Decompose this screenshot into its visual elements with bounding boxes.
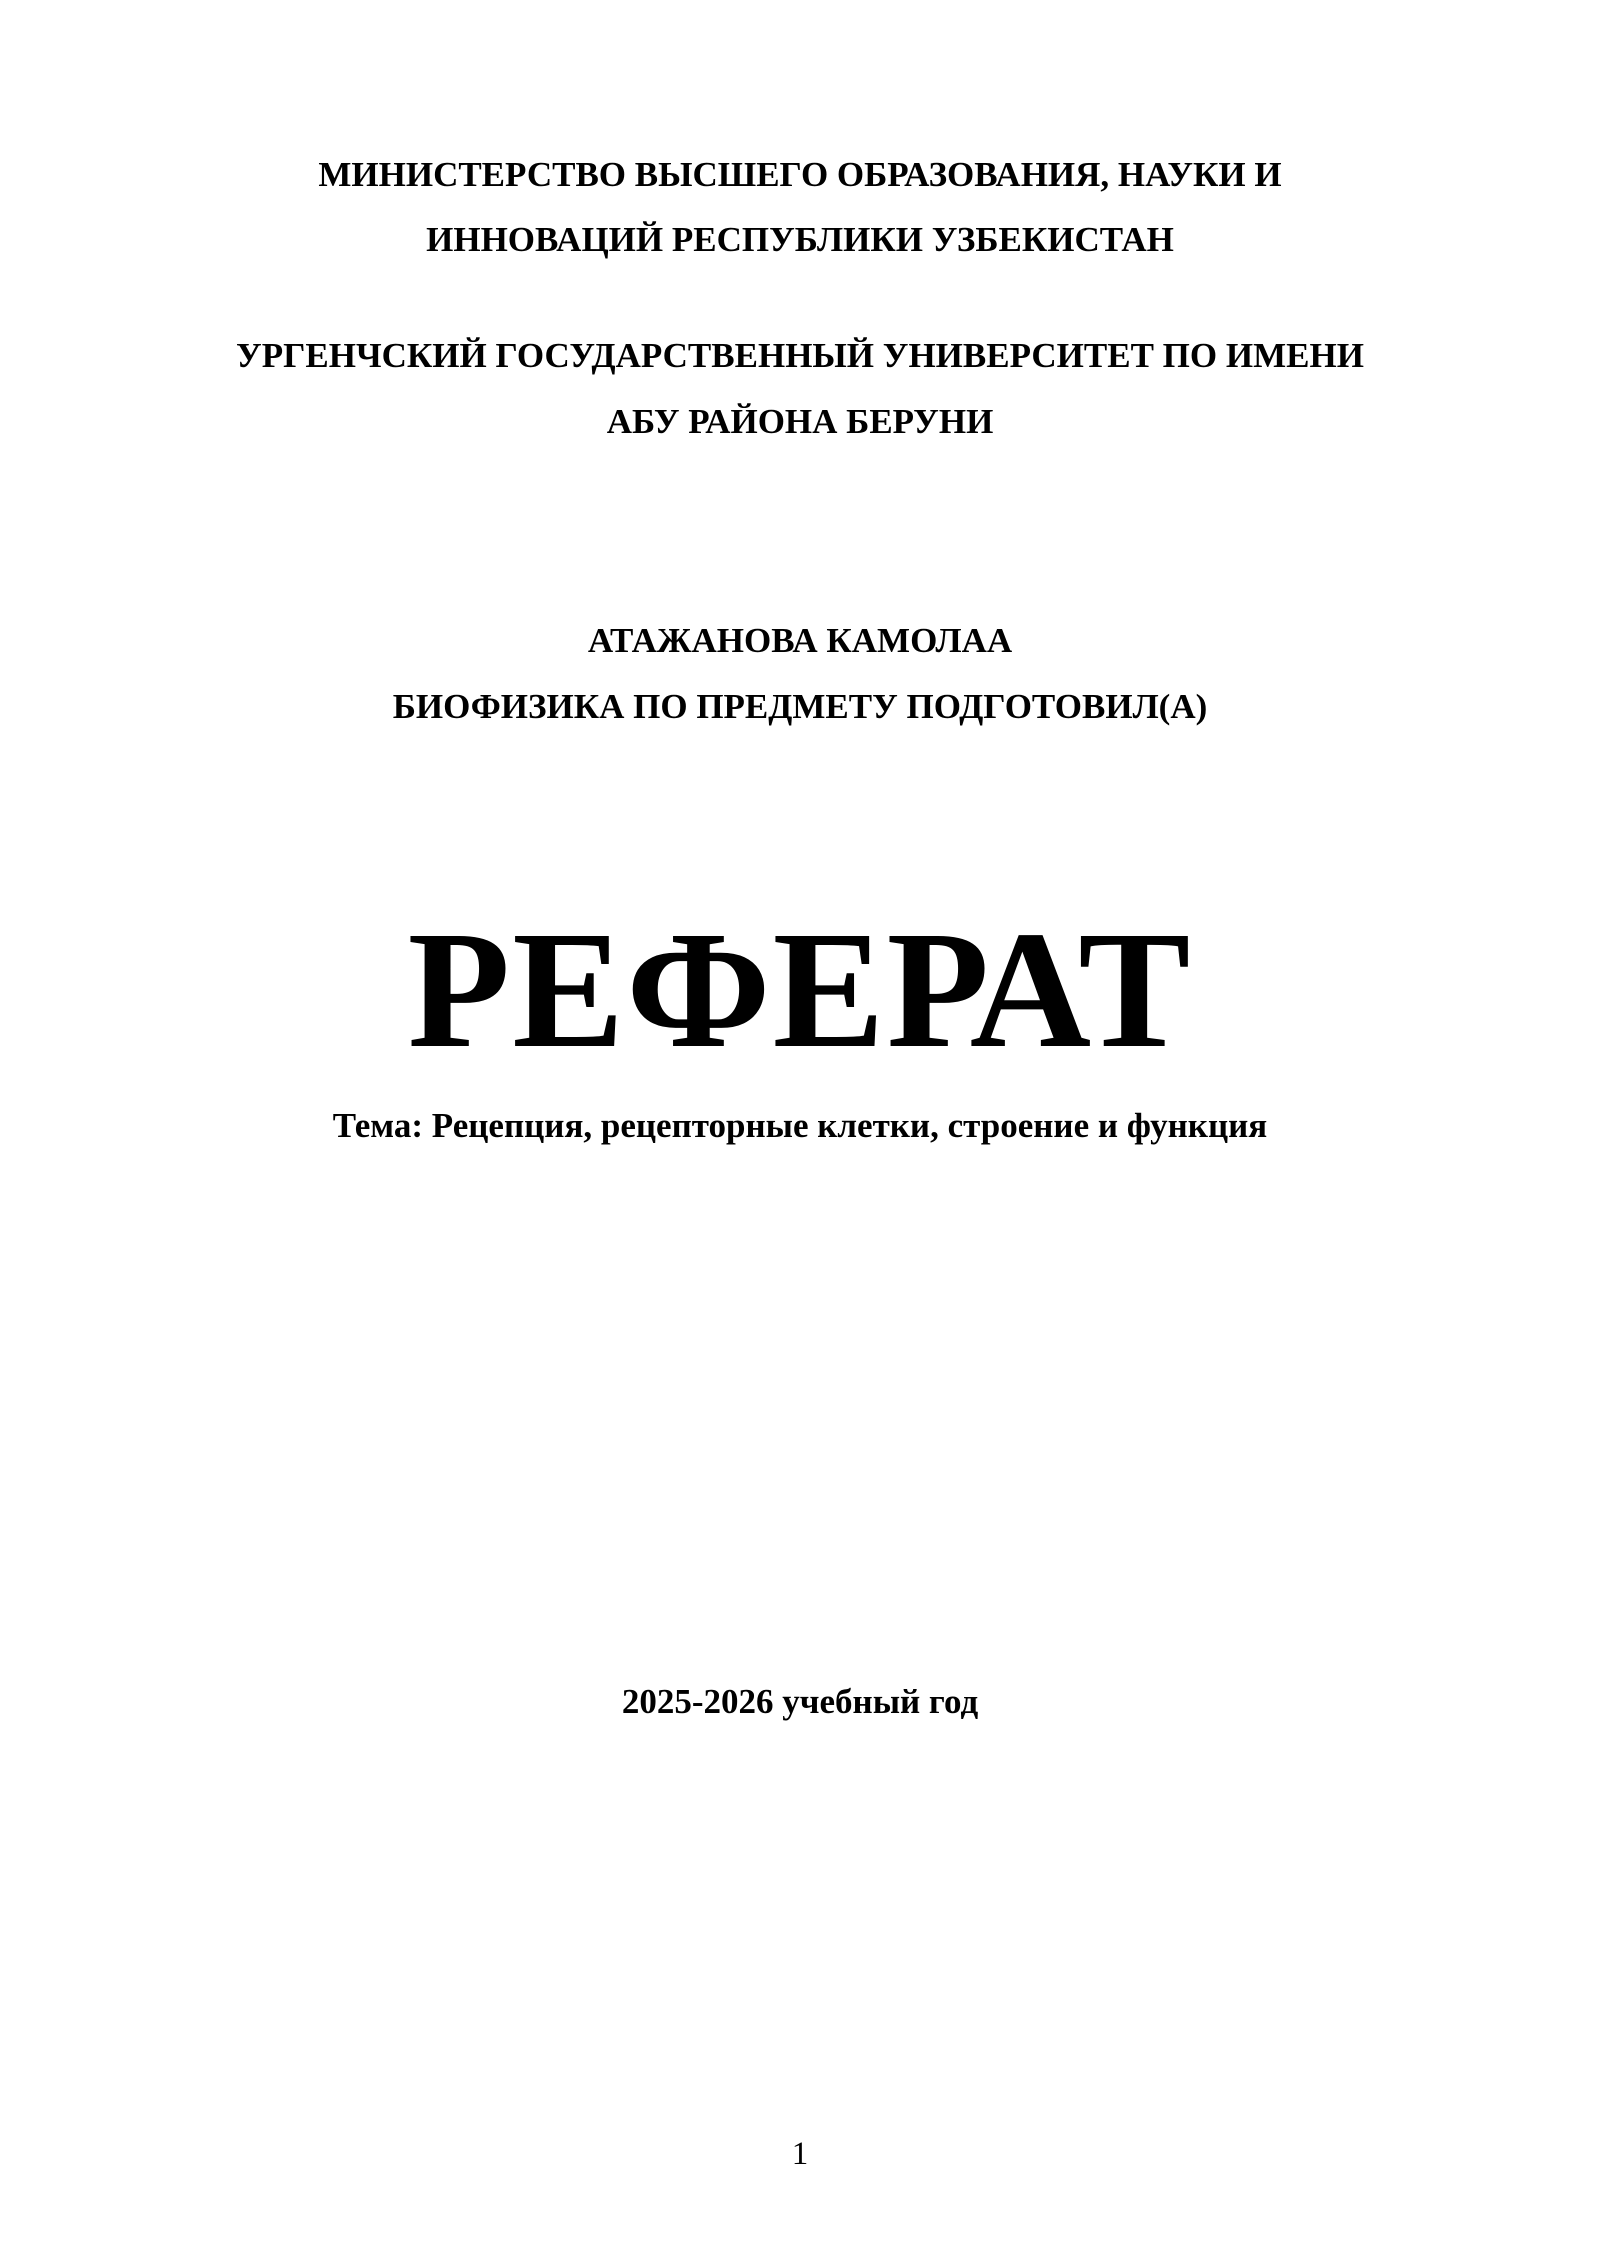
author-name: АТАЖАНОВА КАМОЛАА xyxy=(587,621,1013,660)
university-line-1: УРГЕНЧСКИЙ ГОСУДАРСТВЕННЫЙ УНИВЕРСИТЕТ ПО ИМЕНИ xyxy=(236,336,1364,375)
academic-year: 2025-2026 учебный год xyxy=(621,1682,979,1721)
ministry-line-1: МИНИСТЕРСТВО ВЫСШЕГО ОБРАЗОВАНИЯ, НАУКИ И xyxy=(318,155,1282,194)
document-title: РЕФЕРАТ xyxy=(407,897,1193,1083)
page-number: 1 xyxy=(791,2136,809,2172)
topic-line: Тема: Рецепция, рецепторные клетки, строение и функция xyxy=(332,1106,1268,1145)
university-line-2: АБУ РАЙОНА БЕРУНИ xyxy=(606,402,994,441)
ministry-line-2: ИННОВАЦИЙ РЕСПУБЛИКИ УЗБЕКИСТАН xyxy=(426,220,1174,259)
subject-line: БИОФИЗИКА ПО ПРЕДМЕТУ ПОДГОТОВИЛ(А) xyxy=(392,687,1208,726)
